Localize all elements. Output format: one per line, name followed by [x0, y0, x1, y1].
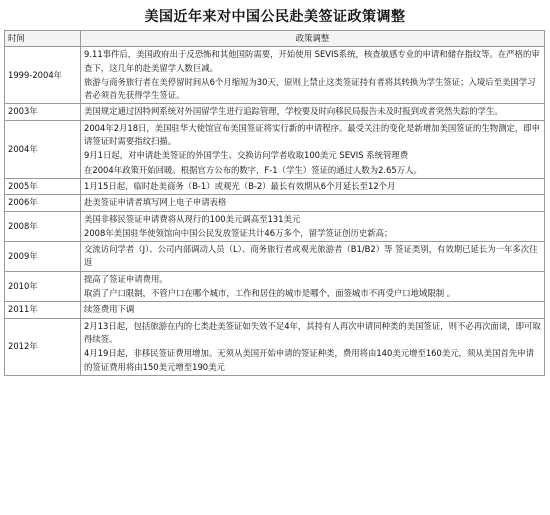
- table-header-row: [5, 31, 545, 47]
- row-year: 2004年: [5, 120, 81, 178]
- policy-paragraph: 2008年美国驻华使领馆向中国公民发放签证共计46万多个，留学签证创历史新高；: [84, 227, 393, 238]
- policy-paragraph: 2月13日起，包括旅游在内的七类赴美签证如失效不足4年，其持有人再次申请同种类的美国签证，则不必再次面谈，即可取得续签。: [84, 320, 541, 344]
- row-year: 2009年: [5, 242, 81, 272]
- header-time: 时间: [5, 31, 81, 47]
- table-row: [5, 242, 545, 272]
- row-policy: [81, 120, 545, 178]
- policy-paragraph: 美国规定通过因特网系统对外国留学生进行追踪管理，学校要及时向移民局报告未及时报到或者突然失踪的学生。: [84, 106, 503, 117]
- row-year: 2011年: [5, 302, 81, 318]
- policy-paragraph: 9月1日起，对申请赴美签证的外国学生、交换访问学者收取100美元 SEVIS 系统管理费: [84, 150, 409, 161]
- policy-paragraph: 9.11事件后，美国政府出于反恐怖和其他国防需要，开始使用 SEVIS系统，核查敏感专业的申请和储存指纹等。在严格的审查下，这几年的赴美留学人数巨减。: [84, 49, 540, 73]
- row-policy: [81, 271, 545, 302]
- row-year: 2008年: [5, 211, 81, 242]
- document-title: 美国近年来对中国公民赴美签证政策调整: [144, 9, 406, 25]
- table-row: [5, 47, 545, 104]
- policy-paragraph: 提高了签证申请费用。: [84, 273, 168, 284]
- policy-paragraph: 取消了户口限制，不管户口在哪个城市，工作和居住的城市是哪个，面签城市不再受户口地域限制 。: [84, 288, 456, 299]
- policy-paragraph: 续签费用下调: [84, 304, 135, 315]
- row-policy: [81, 318, 545, 375]
- policy-paragraph: 1月15日起，临时赴美商务（B-1）或观光（B-2）最长有效期从6个月延长至12个月: [84, 180, 396, 191]
- policy-paragraph: 2004年2月18日，美国驻华大使馆宣布美国签证将实行新的申请程序。最受关注的变化是新增加美国签证的生物测定，即申请签证时需要指纹扫描。: [84, 122, 541, 147]
- row-year: 2012年: [5, 318, 81, 375]
- table-row: [5, 271, 545, 302]
- row-policy: [81, 211, 545, 242]
- row-policy: [81, 302, 545, 318]
- table-row: [5, 211, 545, 242]
- row-policy: [81, 178, 545, 194]
- table-row: [5, 318, 545, 375]
- row-policy: [81, 195, 545, 211]
- table-row: [5, 178, 545, 194]
- row-policy: [81, 104, 545, 120]
- policy-paragraph: 4月19日起，非移民签证费用增加。无须从美国开始申请的签证种类，费用将由140美元增至160美元，须从美国首先申请的签证费用将由150美元增至190美元: [84, 348, 534, 372]
- policy-paragraph: 交流访问学者（J）、公司内部调动人员（L）、商务旅行者或观光旅游者（B1/B2）等 签证类别，有效期已延长为一年多次往返: [84, 244, 538, 268]
- row-policy: [81, 47, 545, 104]
- row-policy: [81, 242, 545, 272]
- header-policy: 政策调整: [81, 31, 545, 47]
- row-year: 2006年: [5, 195, 81, 211]
- policy-table: [4, 30, 545, 376]
- row-year: 1999-2004年: [5, 47, 81, 104]
- row-year: 2005年: [5, 178, 81, 194]
- table-row: [5, 120, 545, 178]
- table-body: [5, 47, 545, 376]
- row-year: 2003年: [5, 104, 81, 120]
- policy-paragraph: 旅游与商务旅行者在美停留时间从6个月缩短为30天，原则上禁止这类签证持有者将其转换为学生签证；入境后至美国学习者必须首先获得学生签证。: [84, 76, 536, 101]
- table-row: [5, 195, 545, 211]
- policy-paragraph: 美国非移民签证申请费将从现行的100美元调高至131美元: [84, 213, 301, 224]
- policy-paragraph: 赴美签证申请者填写网上电子申请表格: [84, 197, 227, 208]
- policy-paragraph: 在2004年政策开始回暖。根据官方公布的数字，F-1（学生）签证的通过人数为2.65万人。: [84, 164, 422, 175]
- table-row: [5, 104, 545, 120]
- table-row: [5, 302, 545, 318]
- row-year: 2010年: [5, 271, 81, 302]
